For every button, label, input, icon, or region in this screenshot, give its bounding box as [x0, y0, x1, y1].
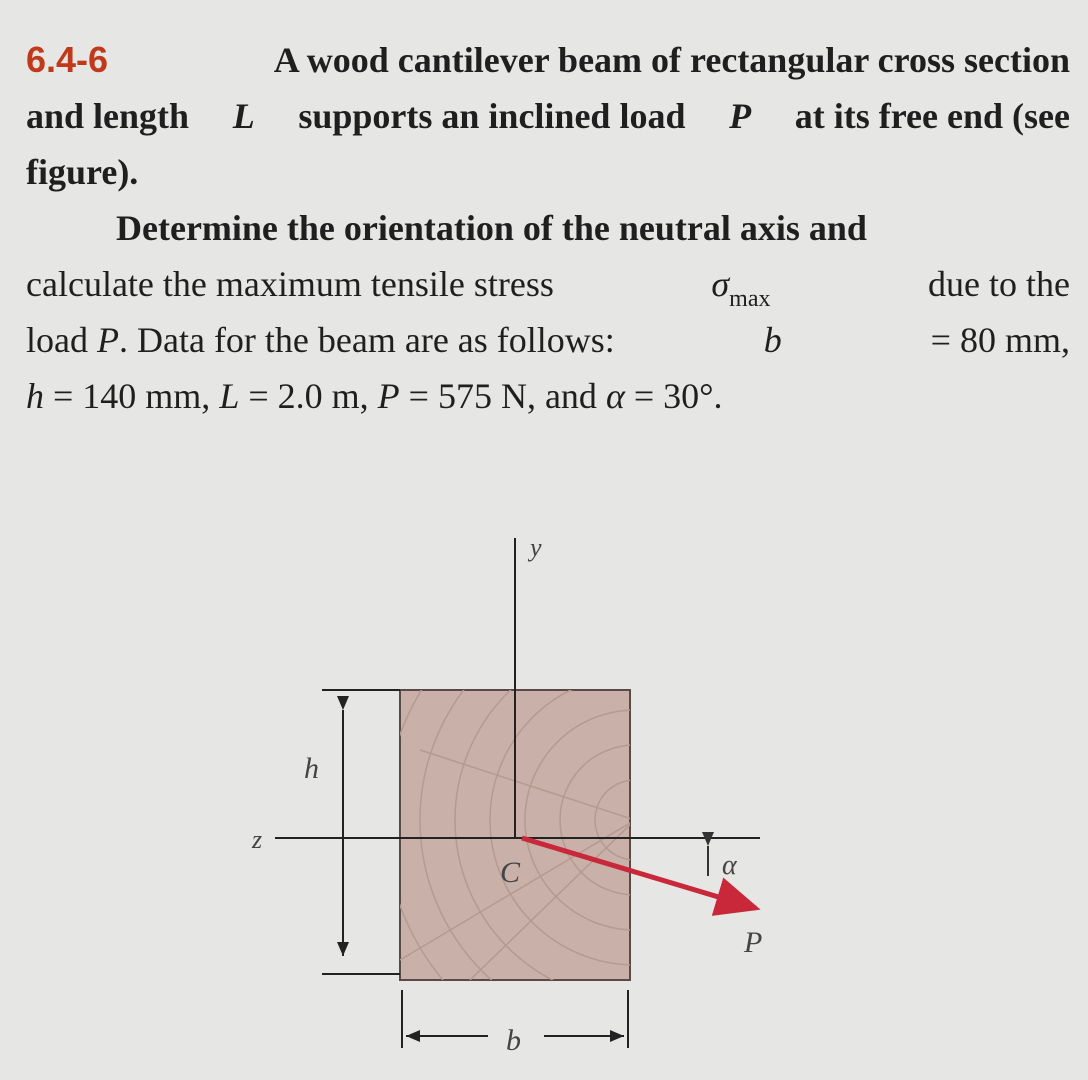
- length-symbol: L: [232, 96, 255, 136]
- problem-line-5: [26, 256, 1070, 312]
- problem-line-7: [26, 368, 1070, 424]
- alpha-label: α: [722, 850, 737, 881]
- problem-line-6b: . Data for the beam are as follows:: [118, 320, 615, 360]
- length-value: = 2.0 m,: [248, 376, 369, 416]
- cross-section-diagram: [240, 520, 840, 1060]
- b-dimension-label: b: [506, 1024, 521, 1057]
- problem-line-6-lead: [26, 312, 615, 368]
- load-symbol-3: P: [377, 376, 400, 416]
- length-symbol-2: L: [219, 376, 240, 416]
- height-symbol: h: [26, 376, 44, 416]
- alpha-symbol: α: [605, 376, 625, 416]
- sigma-subscript: max: [729, 286, 771, 312]
- load-label: P: [744, 926, 763, 959]
- problem-line-6a: load: [26, 320, 88, 360]
- problem-line-2: [26, 88, 1070, 144]
- z-axis-label: z: [252, 825, 263, 854]
- problem-line-4: [26, 200, 1070, 256]
- problem-line-6: [26, 312, 1070, 368]
- width-value: = 80 mm,: [930, 320, 1070, 360]
- y-axis-label: y: [530, 533, 542, 562]
- problem-line-2c: at its free end (see: [794, 96, 1070, 136]
- load-symbol-2: P: [96, 320, 119, 360]
- problem-number: 6.4-6: [26, 39, 109, 80]
- problem-line-4-text: Determine the orientation of the neutral axis and: [116, 208, 867, 248]
- problem-line-2b: supports an inclined load: [298, 96, 686, 136]
- centroid-label: C: [500, 856, 521, 889]
- alpha-value: = 30°.: [633, 376, 723, 416]
- problem-line-1: [26, 32, 1070, 88]
- problem-line-2a: and length: [26, 96, 190, 136]
- sigma-max-symbol: [711, 256, 770, 312]
- problem-text: [26, 32, 1070, 424]
- beam-cross-section-figure: [240, 520, 840, 1060]
- problem-line-3-text: figure).: [26, 152, 139, 192]
- problem-line-1-text: A wood cantilever beam of rectangular cross section: [273, 40, 1070, 80]
- sigma-symbol: σ: [711, 264, 730, 304]
- problem-line-3: [26, 144, 1070, 200]
- width-symbol: b: [763, 320, 782, 360]
- load-value: = 575 N, and: [408, 376, 597, 416]
- load-symbol: P: [729, 96, 752, 136]
- problem-line-5b: due to the: [928, 264, 1070, 304]
- height-value: = 140 mm,: [53, 376, 211, 416]
- problem-line-5a: calculate the maximum tensile stress: [26, 264, 554, 304]
- h-dimension-label: h: [304, 752, 319, 785]
